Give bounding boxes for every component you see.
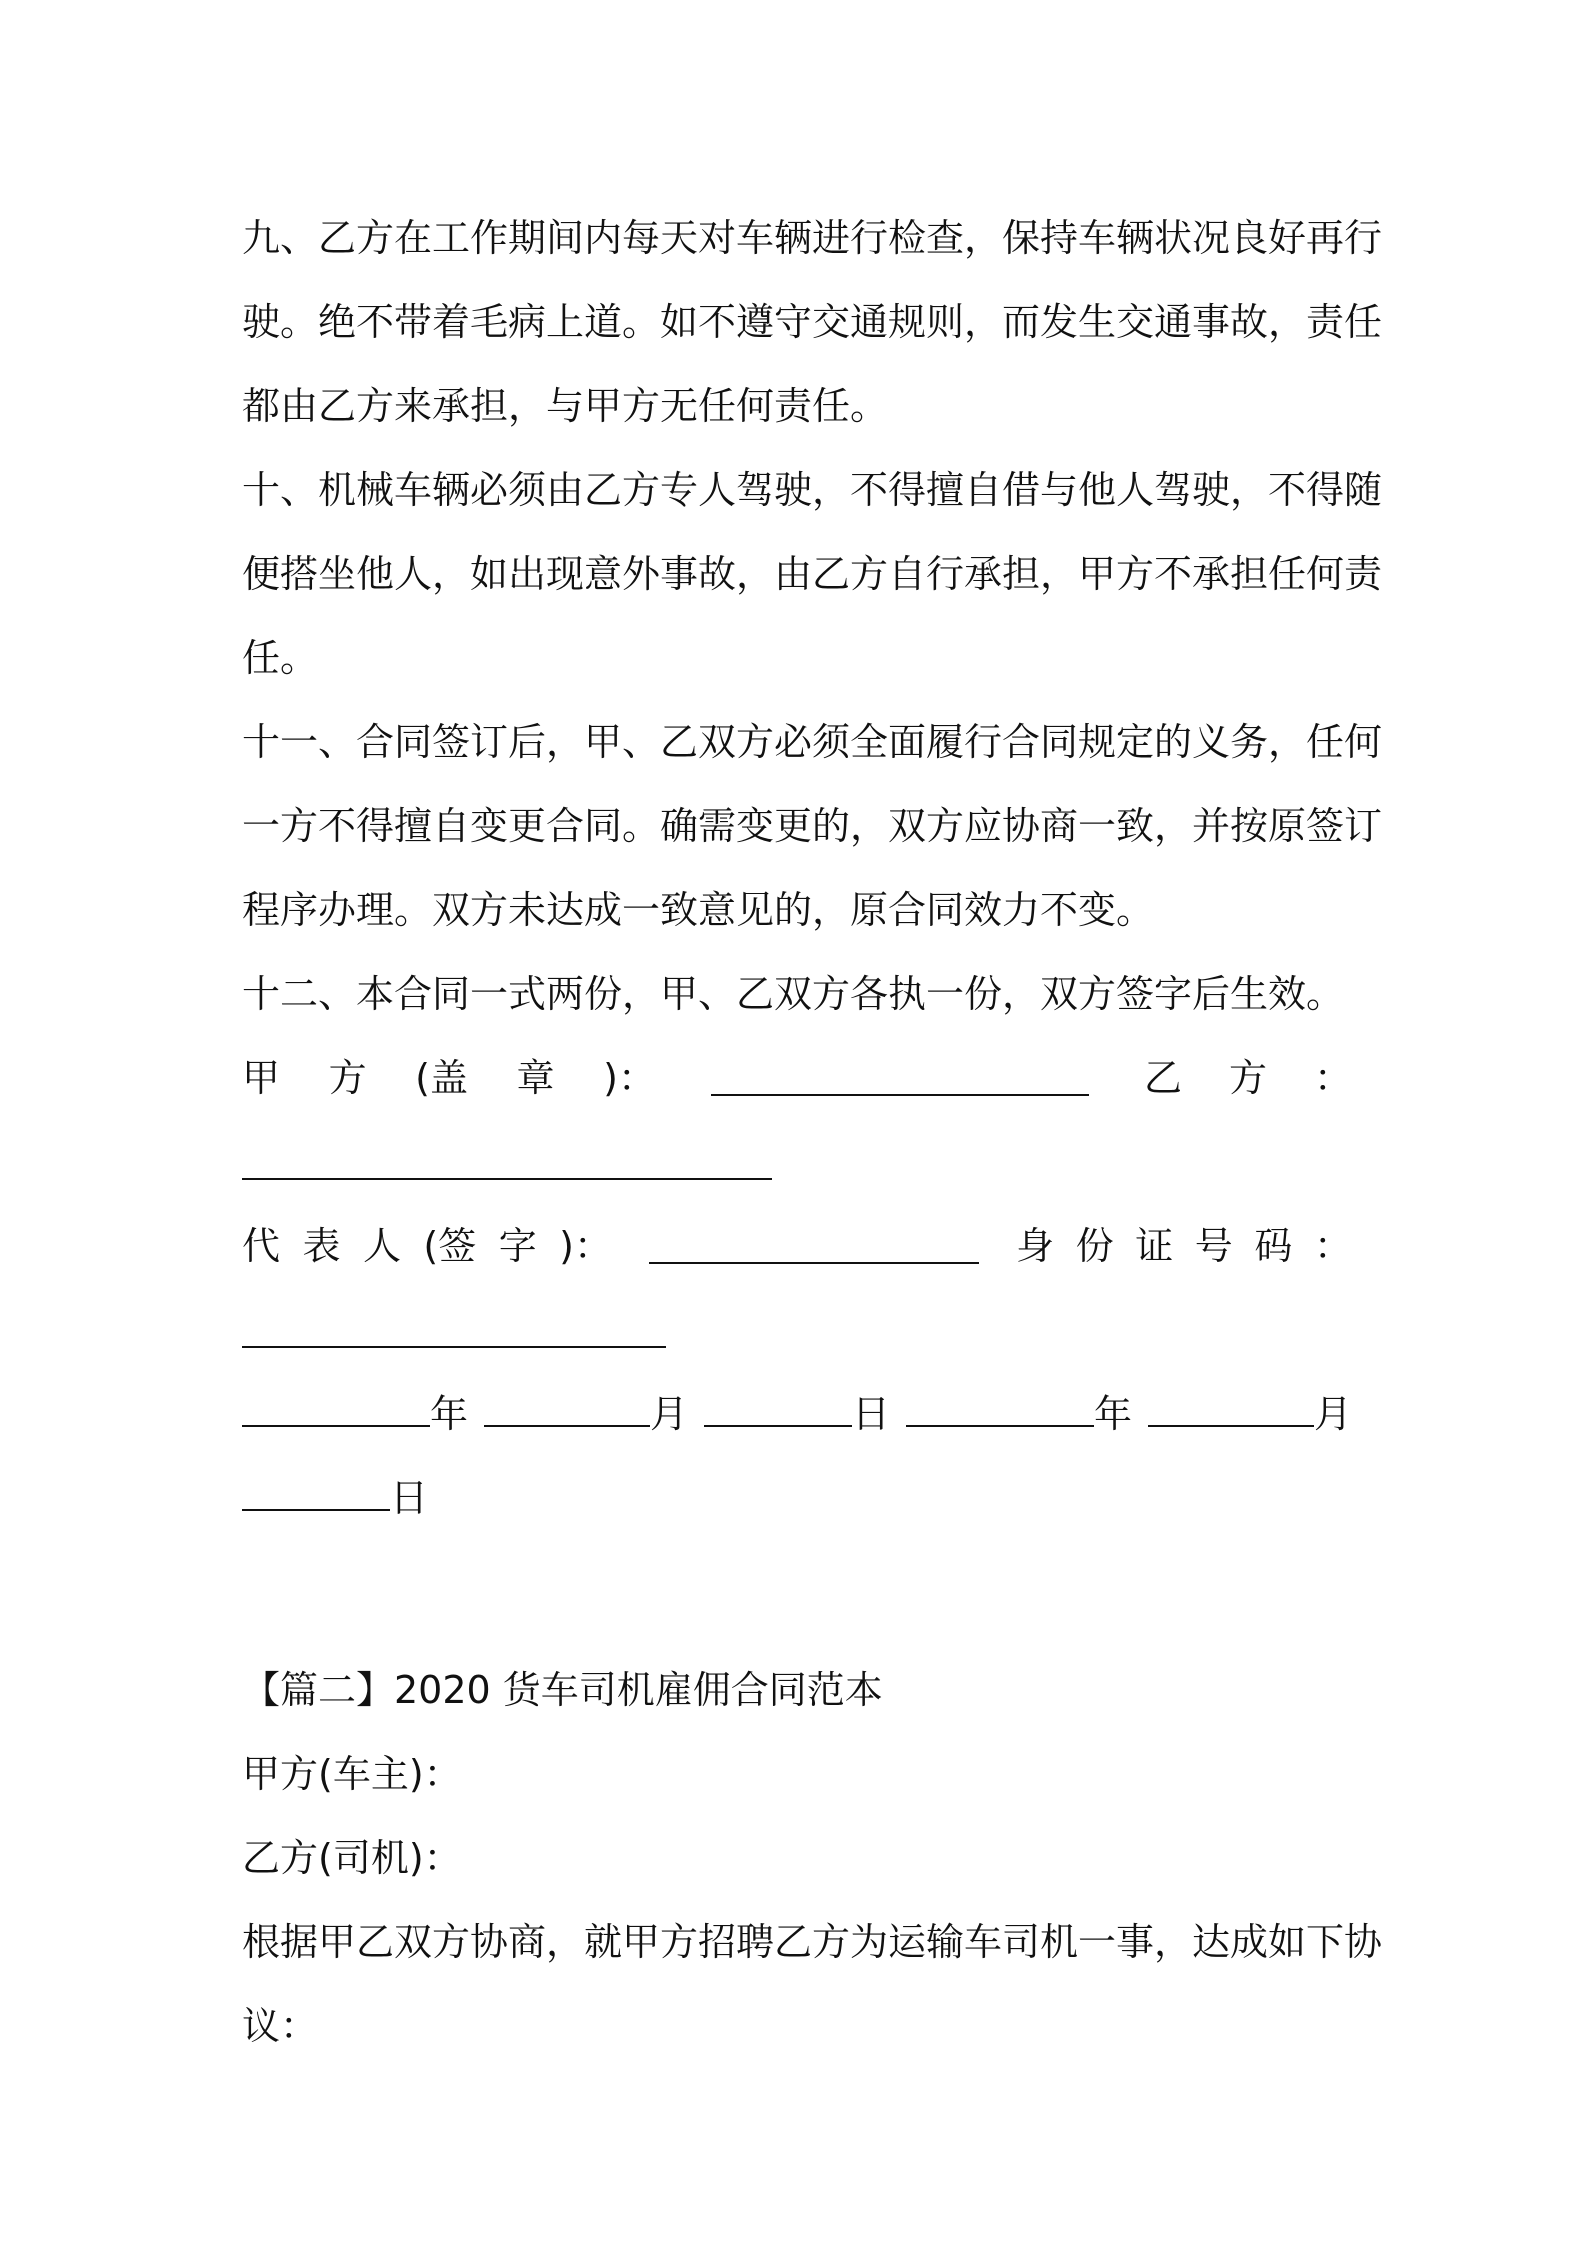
date-row: [242, 1372, 1352, 1456]
date-b-year: 年: [906, 1372, 1132, 1456]
rep-label: 代 表 人 (签 字 )：: [242, 1224, 612, 1268]
section-2-title: 【篇二】2020 货车司机雇佣合同范本: [242, 1668, 883, 1712]
date-a-year: 年: [242, 1372, 468, 1456]
rep-signature-row: [242, 1204, 1352, 1288]
rep-blank[interactable]: [649, 1228, 979, 1264]
party-b-blank-row: [242, 1120, 1352, 1204]
section-2-intro: 根据甲乙双方协商，就甲方招聘乙方为运输车司机一事，达成如下协 议：: [242, 1920, 1383, 2048]
party-signature-row: [242, 1036, 1352, 1120]
party-b-blank[interactable]: [242, 1144, 772, 1180]
party-a-blank[interactable]: [711, 1060, 1089, 1096]
date-b-day-row: [242, 1456, 1352, 1540]
date-a-day: 日: [704, 1372, 890, 1456]
clause-10: 十、机械车辆必须由乙方专人驾驶，不得擅自借与他人驾驶，不得随 便搭坐他人，如出现意外事故，由乙方自行承担，甲方不承担任何责 任。: [242, 468, 1383, 680]
clause-9: 九、乙方在工作期间内每天对车辆进行检查，保持车辆状况良好再行 驶。绝不带着毛病上道。如不遵守交通规则，而发生交通事故，责任 都由乙方来承担，与甲方无任何责任。: [242, 216, 1383, 428]
party-b-label: 乙 方 ：: [1144, 1056, 1352, 1100]
id-number-label: 身 份 证 号 码 ：: [1016, 1224, 1352, 1268]
section-2-party-b: 乙方(司机)：: [242, 1836, 462, 1880]
id-number-blank[interactable]: [242, 1312, 666, 1348]
date-b-month: 月: [1148, 1372, 1352, 1456]
clause-11: 十一、合同签订后，甲、乙双方必须全面履行合同规定的义务，任何 一方不得擅自变更合同。确需变更的，双方应协商一致，并按原签订 程序办理。双方未达成一致意见的，原合同效力不变。: [242, 720, 1383, 932]
document-page: [242, 196, 1383, 2068]
id-blank-row: [242, 1288, 1352, 1372]
section-2-party-a: 甲方(车主)：: [242, 1752, 462, 1796]
party-a-label: 甲 方 (盖 章 )：: [242, 1056, 656, 1100]
date-a-month: 月: [484, 1372, 688, 1456]
clause-12: 十二、本合同一式两份，甲、乙双方各执一份，双方签字后生效。: [242, 972, 1345, 1016]
date-b-day: 日: [242, 1456, 428, 1540]
